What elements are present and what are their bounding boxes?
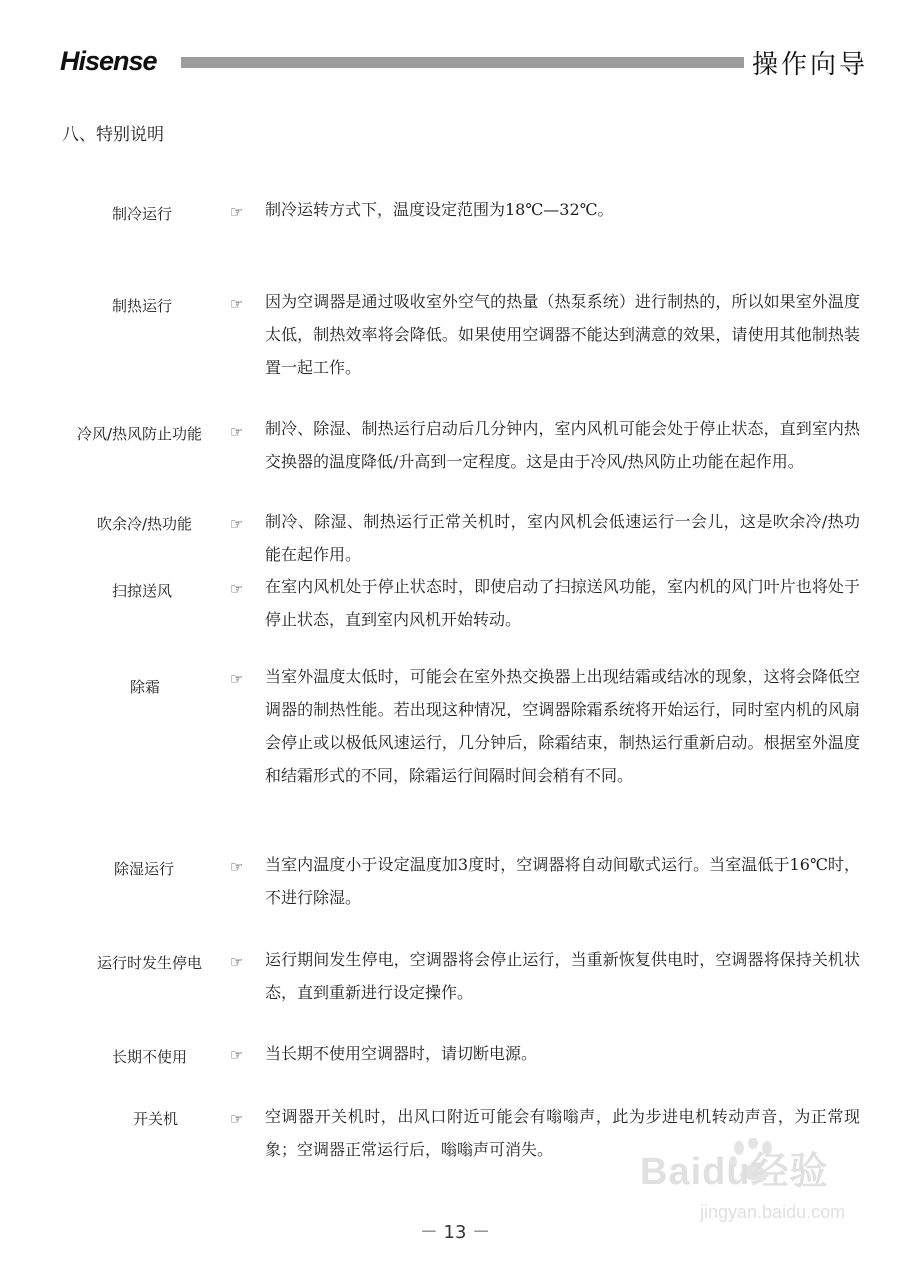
pointing-hand-icon: ☞	[230, 1110, 244, 1128]
item-text-dehumidify: 当室内温度小于设定温度加3度时，空调器将自动间歇式运行。当室温低于16℃时，不进行除湿。	[265, 855, 860, 907]
item-text-residual-blow: 制冷、除湿、制热运行正常关机时，室内风机会低速运行一会儿，这是吹余冷/热功能在起作用。	[265, 512, 860, 564]
item-label-cold-air-prevention: 冷风/热风防止功能	[77, 425, 203, 443]
item-label-swing: 扫掠送风	[112, 582, 173, 600]
item-text-cold-air-prevention: 制冷、除湿、制热运行启动后几分钟内，室内风机可能会处于停止状态，直到室内热交换器的温度降低/升高到一定程度。这是由于冷风/热风防止功能在起作用。	[265, 419, 860, 471]
pointing-hand-icon: ☞	[230, 295, 244, 313]
pointing-hand-icon: ☞	[230, 203, 244, 221]
pointing-hand-icon: ☞	[230, 515, 244, 533]
watermark	[640, 1140, 870, 1240]
item-text-power-on-off: 空调器开关机时，出风口附近可能会有嗡嗡声，此为步进电机转动声音，为正常现象；空调器正常运行后，嗡嗡声可消失。	[265, 1107, 860, 1159]
item-text-power-outage: 运行期间发生停电，空调器将会停止运行，当重新恢复供电时，空调器将保持关机状态，直到重新进行设定操作。	[265, 950, 860, 1002]
item-label-defrost: 除霜	[130, 678, 161, 696]
header-title: 操作向导	[752, 50, 869, 80]
item-label-dehumidify: 除湿运行	[114, 860, 175, 878]
item-label-power-outage: 运行时发生停电	[97, 954, 203, 972]
pointing-hand-icon: ☞	[230, 858, 244, 876]
item-label-long-unused: 长期不使用	[112, 1048, 188, 1066]
page-number: － 13 －	[419, 1222, 491, 1243]
watermark-brand: Baidu经验	[640, 1151, 829, 1193]
item-text-swing: 在室内风机处于停止状态时，即使启动了扫掠送风功能，室内机的风门叶片也将处于停止状态，直到室内风机开始转动。	[265, 577, 860, 629]
header-rule	[181, 57, 744, 68]
item-label-heating: 制热运行	[112, 297, 173, 315]
item-text-long-unused: 当长期不使用空调器时，请切断电源。	[265, 1044, 538, 1063]
item-text-defrost: 当室外温度太低时，可能会在室外热交换器上出现结霜或结冰的现象，这将会降低空调器的制热性能。若出现这种情况，空调器除霜系统将开始运行，同时室内机的风扇会停止或以极低风速运行，几分钟后，除霜结束，制热运行重新启动。根据室外温度和结霜形式的不同，除霜运行间隔时间会稍有不同。	[265, 667, 860, 785]
item-text-cooling: 制冷运转方式下，温度设定范围为18℃—32℃。	[265, 200, 614, 219]
item-text-heating: 因为空调器是通过吸收室外空气的热量（热泵系统）进行制热的，所以如果室外温度太低，制热效率将会降低。如果使用空调器不能达到满意的效果，请使用其他制热装置一起工作。	[265, 292, 860, 377]
brand-logo: Hisense	[60, 46, 157, 76]
pointing-hand-icon: ☞	[230, 580, 244, 598]
watermark-url: jingyan.baidu.com	[700, 1202, 846, 1222]
pointing-hand-icon: ☞	[230, 670, 244, 688]
item-label-cooling: 制冷运行	[112, 205, 173, 223]
pointing-hand-icon: ☞	[230, 953, 244, 971]
item-label-power-on-off: 开关机	[133, 1110, 179, 1128]
section-title: 八、特别说明	[62, 125, 164, 145]
item-label-residual-blow: 吹余冷/热功能	[97, 515, 193, 533]
pointing-hand-icon: ☞	[230, 1046, 244, 1064]
pointing-hand-icon: ☞	[230, 423, 244, 441]
